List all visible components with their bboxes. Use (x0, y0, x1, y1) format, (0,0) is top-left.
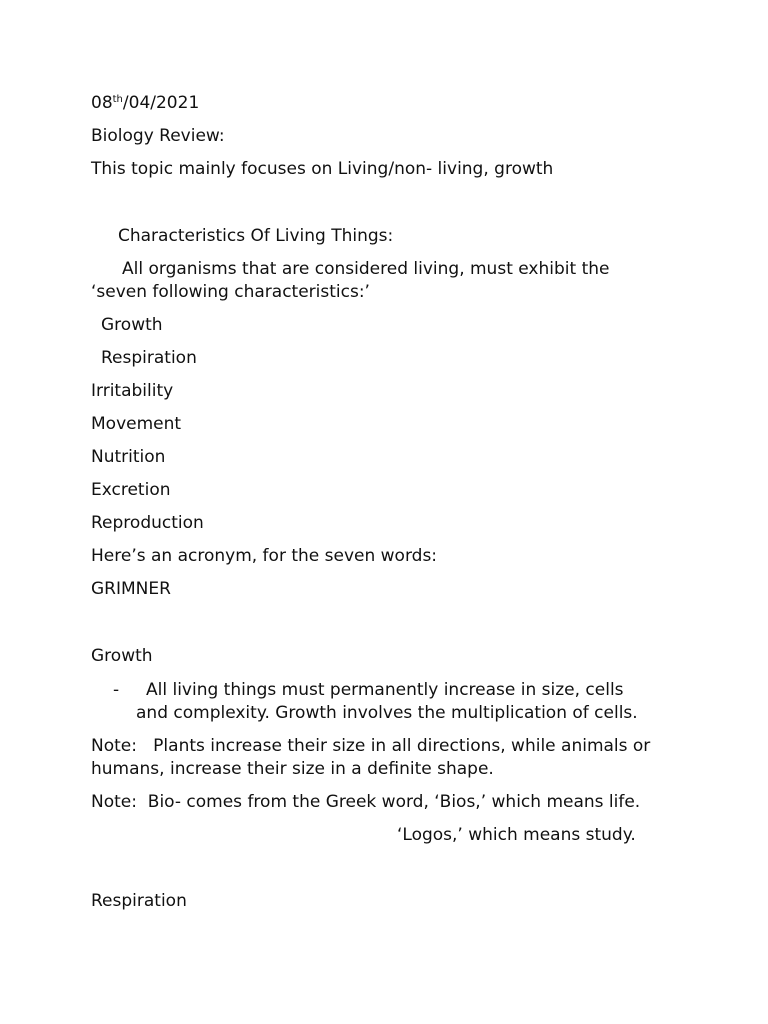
date-rest: /04/2021 (122, 93, 200, 113)
respiration-heading: Respiration (91, 891, 187, 911)
growth-bullet-line-1: All living things must permanently increase in size, cells (146, 680, 624, 700)
bullet-marker: - (113, 680, 120, 700)
section-para-line-1: All organisms that are considered living, must exhibit the (122, 259, 610, 279)
date-day-suffix: th (112, 94, 123, 105)
intro-text: This topic mainly focuses on Living/non- living, growth (91, 159, 554, 179)
characteristic-item: Reproduction (91, 513, 204, 533)
growth-heading: Growth (91, 646, 153, 666)
date-line (91, 92, 199, 115)
date-day: 08 (91, 93, 113, 113)
section-heading: Characteristics Of Living Things: (118, 226, 394, 246)
note-2-line-1: Note: Bio- comes from the Greek word, ‘Bios,’ which means life. (91, 792, 641, 812)
document-title: Biology Review: (91, 126, 225, 146)
growth-bullet-line-2: and complexity. Growth involves the multiplication of cells. (136, 703, 638, 723)
acronym: GRIMNER (91, 579, 171, 599)
note-1-line-1: Note: Plants increase their size in all directions, while animals or (91, 736, 651, 756)
acronym-intro: Here’s an acronym, for the seven words: (91, 546, 438, 566)
characteristic-item: Growth (101, 315, 163, 335)
section-para-line-2: ‘seven following characteristics:’ (91, 282, 370, 302)
note-1-line-2: humans, increase their size in a definite shape. (91, 759, 494, 779)
note-2-line-2: ‘Logos,’ which means study. (397, 825, 636, 845)
characteristic-item: Movement (91, 414, 182, 434)
characteristic-item: Irritability (91, 381, 174, 401)
characteristic-item: Respiration (101, 348, 197, 368)
characteristic-item: Excretion (91, 480, 171, 500)
characteristic-item: Nutrition (91, 447, 166, 467)
